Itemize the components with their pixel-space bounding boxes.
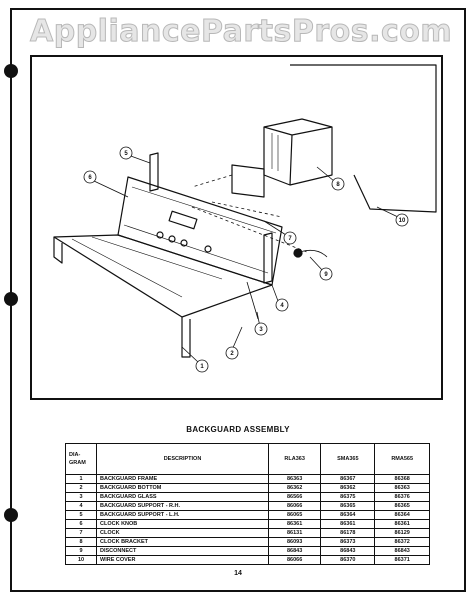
- callout-label: 3: [259, 327, 263, 333]
- clock-bracket: [232, 165, 264, 197]
- diagram-number: 6: [66, 520, 97, 529]
- punch-hole-top: [4, 64, 18, 78]
- part-description: BACKGUARD GLASS: [97, 493, 269, 502]
- callout-label: 10: [398, 218, 406, 224]
- table-row: [66, 493, 430, 502]
- part-description: BACKGUARD SUPPORT - L.H.: [97, 511, 269, 520]
- table-row: [66, 538, 430, 547]
- table-row: [66, 547, 430, 556]
- part-number: 86371: [375, 556, 430, 565]
- table-row: [66, 484, 430, 493]
- part-number: 86843: [269, 547, 321, 556]
- table-header-row: [66, 444, 430, 475]
- diagram-number: 4: [66, 502, 97, 511]
- diagram-number: 1: [66, 475, 97, 484]
- table-row: [66, 502, 430, 511]
- diagram-number: 2: [66, 484, 97, 493]
- diagram-number: 9: [66, 547, 97, 556]
- table-row: [66, 511, 430, 520]
- callout-label: 6: [88, 175, 92, 181]
- part-number: 86364: [375, 511, 430, 520]
- part-description: BACKGUARD SUPPORT - R.H.: [97, 502, 269, 511]
- callout-label: 5: [124, 151, 128, 157]
- punch-hole-bottom: [4, 508, 18, 522]
- part-number: 86363: [375, 484, 430, 493]
- diagram-number: 3: [66, 493, 97, 502]
- part-number: 86373: [321, 538, 375, 547]
- part-description: CLOCK BRACKET: [97, 538, 269, 547]
- support-right: [264, 233, 272, 283]
- part-number: 86365: [375, 502, 430, 511]
- col-header-model-1: RLA363: [269, 444, 321, 475]
- callout-label: 8: [336, 182, 340, 188]
- callout-label: 7: [288, 236, 292, 242]
- part-number: 86361: [269, 520, 321, 529]
- callout-label: 4: [280, 303, 284, 309]
- part-description: CLOCK KNOB: [97, 520, 269, 529]
- part-description: BACKGUARD FRAME: [97, 475, 269, 484]
- part-number: 86362: [269, 484, 321, 493]
- part-number: 86372: [375, 538, 430, 547]
- page-number: 14: [234, 570, 242, 577]
- exploded-diagram: [30, 55, 443, 400]
- part-number: 86129: [375, 529, 430, 538]
- part-number: 86362: [321, 484, 375, 493]
- backguard-bottom: [54, 235, 272, 317]
- col-header-model-2: SMA365: [321, 444, 375, 475]
- part-number: 86375: [321, 493, 375, 502]
- backguard-drawing: [32, 57, 441, 398]
- part-number: 86843: [321, 547, 375, 556]
- callout-label: 2: [230, 351, 234, 357]
- part-number: 86065: [269, 511, 321, 520]
- part-number: 86361: [375, 520, 430, 529]
- diagram-number: 7: [66, 529, 97, 538]
- part-number: 86066: [269, 502, 321, 511]
- callout-label: 9: [324, 272, 328, 278]
- col-header-description: DESCRIPTION: [97, 444, 269, 475]
- clock-window: [169, 211, 197, 229]
- part-description: BACKGUARD BOTTOM: [97, 484, 269, 493]
- part-number: 86131: [269, 529, 321, 538]
- table-row: [66, 556, 430, 565]
- part-number: 86370: [321, 556, 375, 565]
- diagram-number: 8: [66, 538, 97, 547]
- col-header-model-3: RMA565: [375, 444, 430, 475]
- punch-hole-middle: [4, 292, 18, 306]
- diagram-number: 5: [66, 511, 97, 520]
- table-row: [66, 475, 430, 484]
- callout-label: 1: [200, 364, 204, 370]
- table-row: [66, 520, 430, 529]
- part-number: 86093: [269, 538, 321, 547]
- part-description: WIRE COVER: [97, 556, 269, 565]
- part-description: DISCONNECT: [97, 547, 269, 556]
- part-number: 86066: [269, 556, 321, 565]
- part-number: 86361: [321, 520, 375, 529]
- part-number: 86376: [375, 493, 430, 502]
- part-number: 86367: [321, 475, 375, 484]
- part-description: CLOCK: [97, 529, 269, 538]
- watermark: AppliancePartsPros.com: [30, 14, 453, 49]
- part-number: 86178: [321, 529, 375, 538]
- part-number: 86566: [269, 493, 321, 502]
- part-number: 86364: [321, 511, 375, 520]
- part-number: 86843: [375, 547, 430, 556]
- back-wall: [290, 65, 436, 212]
- parts-table: [65, 443, 430, 565]
- col-header-diagram: DIA-GRAM: [66, 444, 97, 475]
- part-number: 86368: [375, 475, 430, 484]
- diagram-number: 10: [66, 556, 97, 565]
- part-number: 86363: [269, 475, 321, 484]
- assembly-title: BACKGUARD ASSEMBLY: [186, 425, 290, 434]
- part-number: 86365: [321, 502, 375, 511]
- table-row: [66, 529, 430, 538]
